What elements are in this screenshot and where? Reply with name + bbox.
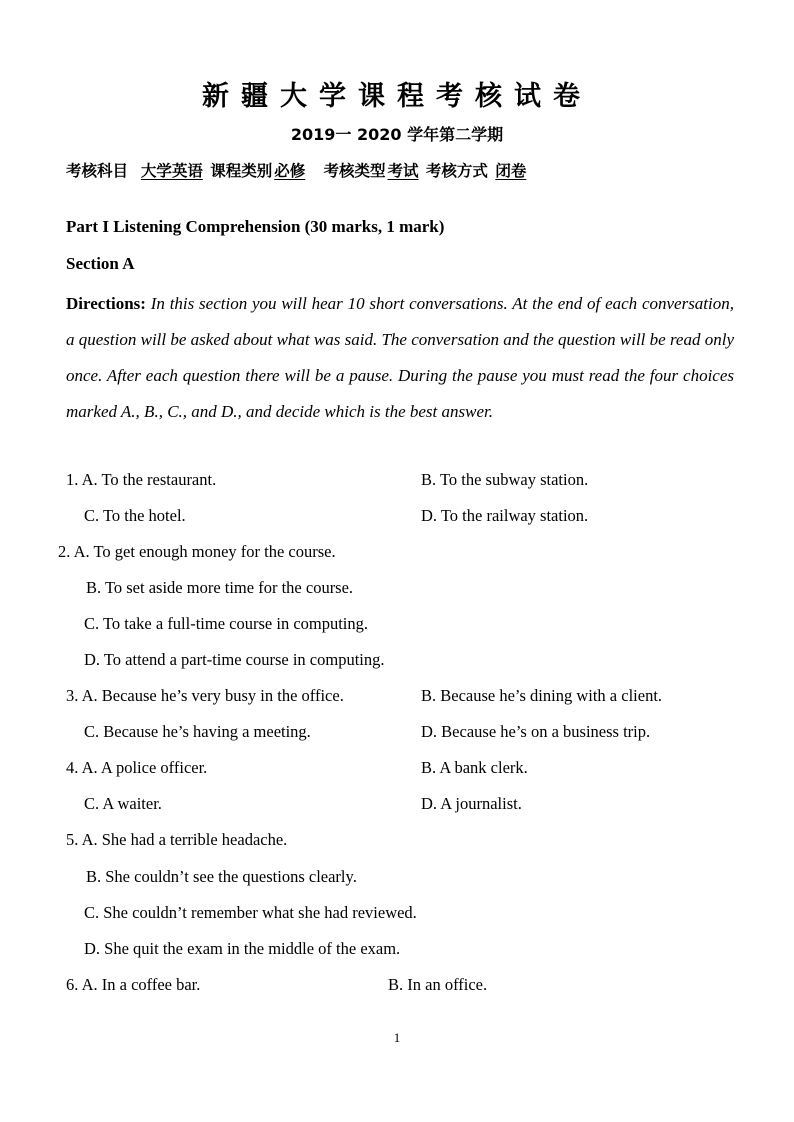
category-value: 必修: [274, 162, 306, 180]
q5-option-c: C. She couldn’t remember what she had reviewed.: [84, 903, 417, 922]
q3-option-c: C. Because he’s having a meeting.: [84, 722, 311, 741]
page-number: 1: [393, 1030, 401, 1045]
method-value: 闭卷: [495, 162, 527, 180]
q3-option-b: B. Because he’s dining with a client.: [421, 686, 663, 705]
q6-option-b: B. In an office.: [388, 975, 488, 994]
subject-label: 考核科目: [66, 162, 129, 180]
q1-option-a: 1. A. To the restaurant.: [66, 470, 217, 489]
q5-option-b: B. She couldn’t see the questions clearly.: [86, 867, 357, 886]
q2-option-a: 2. A. To get enough money for the course.: [58, 542, 336, 561]
q1-option-d: D. To the railway station.: [421, 506, 589, 525]
exam-title: 新疆大学课程考核试卷: [202, 81, 592, 112]
exam-info-line: [66, 159, 528, 181]
q5-option-a: 5. A. She had a terrible headache.: [66, 830, 288, 849]
section-title: Section A: [66, 254, 135, 273]
q4-option-d: D. A journalist.: [421, 794, 522, 813]
term-line: 2019一 2020 学年第二学期: [290, 125, 504, 144]
directions-label: Directions:: [66, 294, 146, 313]
part-title: Part I Listening Comprehension (30 marks, 1 mark): [66, 217, 445, 236]
q4-option-c: C. A waiter.: [84, 794, 162, 813]
q1-option-c: C. To the hotel.: [84, 506, 186, 525]
q2-option-c: C. To take a full-time course in computing.: [84, 614, 369, 633]
exam-type-label: 考核类型: [323, 162, 386, 180]
q4-option-a: 4. A. A police officer.: [66, 758, 208, 777]
q6-option-a: 6. A. In a coffee bar.: [66, 975, 201, 994]
q1-option-b: B. To the subway station.: [421, 470, 589, 489]
q4-option-b: B. A bank clerk.: [421, 758, 528, 777]
directions-text: In this section you will hear 10 short conversations. At the end of each conversation, a question will be asked about what was said. The conversation and the question will be read only once. After each question there will be a pause. During the pause you must read the four choices marked A., B., C., and D., and decide which is the best answer.: [66, 294, 735, 421]
q3-option-a: 3. A. Because he’s very busy in the office.: [66, 686, 344, 705]
method-label: 考核方式: [425, 162, 488, 180]
q2-option-b: B. To set aside more time for the course.: [86, 578, 354, 597]
subject-value: 大学英语: [140, 162, 203, 180]
category-label: 课程类别: [210, 162, 273, 180]
q3-option-d: D. Because he’s on a business trip.: [421, 722, 651, 741]
q5-option-d: D. She quit the exam in the middle of the exam.: [84, 939, 401, 958]
q2-option-d: D. To attend a part-time course in computing.: [84, 650, 385, 669]
exam-type-value: 考试: [387, 162, 419, 180]
directions-paragraph: [66, 286, 734, 430]
